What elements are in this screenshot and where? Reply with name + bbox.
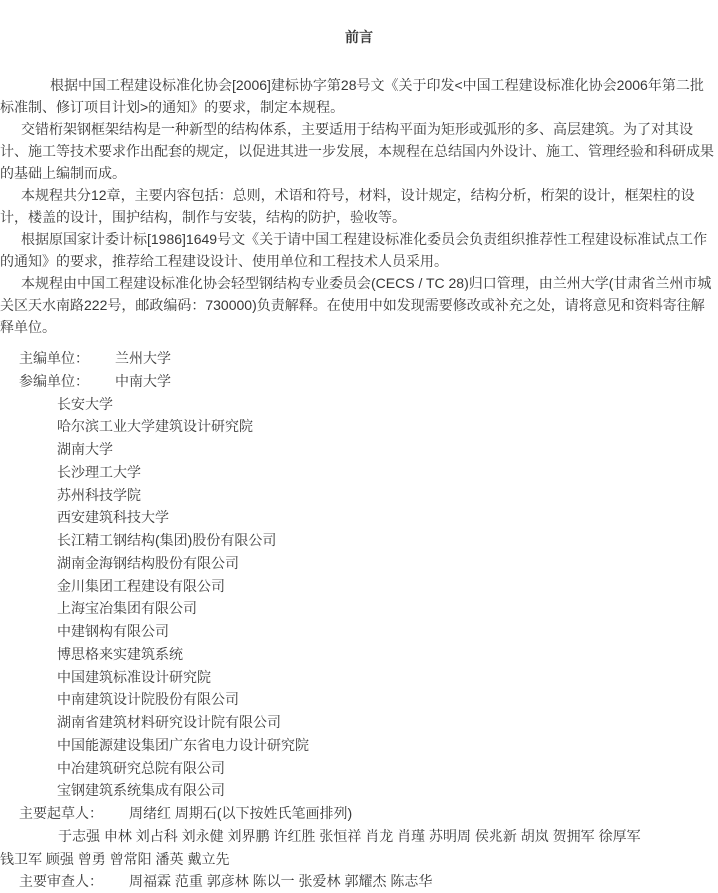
paragraph-line: 的通知》的要求，推荐给工程建设设计、使用单位和工程技术人员采用。 (0, 253, 448, 269)
unit-item: 长沙理工大学 (57, 463, 141, 480)
unit-item: 西安建筑科技大学 (57, 509, 169, 526)
doc-title: 前言 (345, 29, 373, 45)
unit-item: 博思格来实建筑系统 (57, 645, 183, 662)
credits-section (0, 347, 718, 893)
reviewers-label: 主要审查人： (19, 873, 103, 890)
paragraph-line: 计，楼盖的设计，围护结构，制作与安装，结构的防护，验收等。 (0, 209, 406, 225)
participating-label: 参编单位： (19, 372, 89, 389)
unit-item: 中冶建筑研究总院有限公司 (57, 759, 225, 776)
participating-first-unit: 中南大学 (115, 372, 171, 389)
paragraph-line: 本规程共分12章，主要内容包括：总则，术语和符号，材料，设计规定，结构分析，桁架的设计，框架柱的设 (21, 187, 695, 203)
unit-item: 湖南大学 (57, 441, 113, 457)
unit-item: 中建钢构有限公司 (57, 623, 169, 639)
unit-item: 长安大学 (57, 395, 113, 412)
paragraph-line: 根据中国工程建设标准化协会[2006]建标协字第28号文《关于印发<中国工程建设标准化协会2006年第二批 (50, 77, 704, 93)
unit-item: 中南建筑设计院股份有限公司 (57, 691, 239, 708)
drafter-names-line: 钱卫军 顾强 曾勇 曾常阳 潘英 戴立先 (0, 850, 230, 867)
unit-item: 湖南金海钢结构股份有限公司 (57, 554, 239, 571)
unit-item: 中国建筑标准设计研究院 (57, 668, 211, 685)
unit-item: 湖南省建筑材料研究设计院有限公司 (57, 714, 281, 730)
drafters-label: 主要起草人： (19, 805, 103, 821)
unit-item: 金川集团工程建设有限公司 (57, 577, 225, 594)
unit-item: 长江精工钢结构(集团)股份有限公司 (57, 532, 277, 548)
drafter-names-line: 于志强 申林 刘占科 刘永健 刘界鹏 许红胜 张恒祥 肖龙 肖瑾 苏明周 侯兆新 胡岚 贺拥军 徐厚军 (58, 827, 641, 844)
chief-editor-label: 主编单位： (19, 350, 89, 366)
participating-row (0, 370, 718, 393)
paragraph-line: 本规程由中国工程建设标准化协会轻型钢结构专业委员会(CECS / TC 28)归口管理，由兰州大学(甘肃省兰州市城 (21, 275, 712, 291)
reviewers-row (0, 870, 718, 893)
paragraph-line: 交错桁架钢框架结构是一种新型的结构体系，主要适用于结构平面为矩形或弧形的多、高层建筑。为了对其设 (21, 121, 693, 137)
paragraph-line: 计、施工等技术要求作出配套的规定，以促进其进一步发展，本规程在总结国内外设计、施工、管理经验和科研成果 (0, 143, 714, 159)
unit-item: 苏州科技学院 (57, 486, 141, 503)
unit-item: 宝钢建筑系统集成有限公司 (57, 782, 225, 799)
paragraph-line: 关区天水南路222号，邮政编码：730000)负责解释。在使用中如发现需要修改或补充之处，请将意见和资料寄往解 (0, 297, 705, 313)
unit-item: 上海宝冶集团有限公司 (57, 600, 197, 617)
reviewers-value: 周福霖 范重 郭彦林 陈以一 张爱林 郭耀杰 陈志华 (129, 873, 433, 890)
drafters-row (0, 802, 718, 825)
unit-item: 中国能源建设集团广东省电力设计研究院 (57, 736, 309, 753)
paragraph-line: 标准制、修订项目计划>的通知》的要求，制定本规程。 (0, 99, 345, 115)
paragraph-line: 释单位。 (0, 319, 56, 335)
drafters-value: 周绪红 周期石(以下按姓氏笔画排列) (129, 805, 353, 821)
unit-item: 哈尔滨工业大学建筑设计研究院 (57, 418, 253, 435)
chief-editor-value: 兰州大学 (115, 350, 171, 366)
chief-editor-row (0, 347, 718, 370)
paragraph-line: 根据原国家计委计标[1986]1649号文《关于请中国工程建设标准化委员会负责组织推荐性工程建设标准试点工作 (21, 231, 708, 247)
paragraph-line: 的基础上编制而成。 (0, 165, 126, 181)
preface-paragraphs (0, 74, 718, 338)
